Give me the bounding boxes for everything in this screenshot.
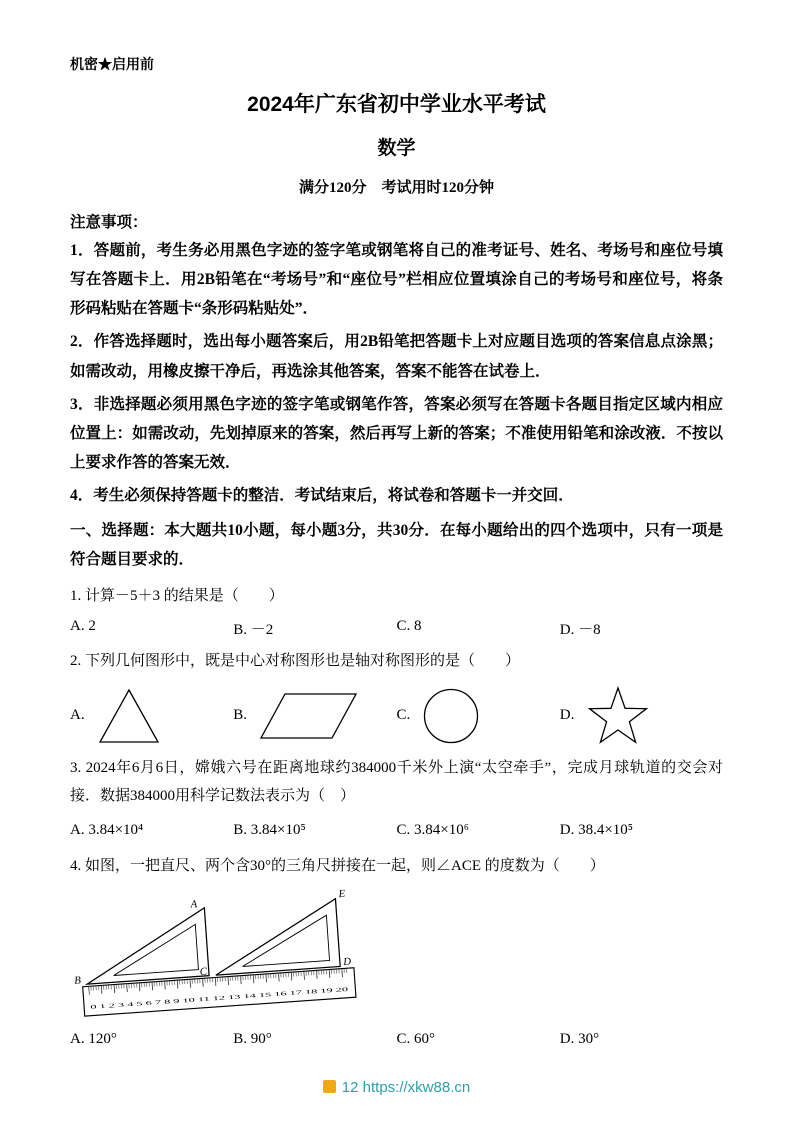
triangle-figure (97, 687, 161, 745)
subject-title: 数学 (377, 138, 416, 159)
exam-title: 2024年广东省初中学业水平考试 (247, 93, 546, 116)
point-label-A: A (190, 898, 198, 911)
option-a: A. 120° (70, 1031, 117, 1048)
page-footer (0, 1079, 793, 1096)
question-3-options (70, 822, 723, 839)
option-a-label: A. (70, 707, 85, 724)
notice-item-2: 2．作答选择题时，选出每小题答案后，用2B铅笔把答题卡上对应题目选项的答案信息点涂黑；如需改动，用橡皮擦干净后，再选涂其他答案，答案不能答在试卷上． (70, 333, 723, 380)
option-b-label: B. (233, 707, 248, 724)
option-b: B. －2 (233, 622, 274, 639)
point-label-C: C (199, 965, 208, 979)
question-4-text: 4. 如图，一把直尺、两个含30°的三角尺拼接在一起，则∠ACE 的度数为（ ） (70, 858, 605, 875)
option-b: B. 90° (233, 1031, 272, 1048)
option-d-label: D. (559, 707, 575, 724)
notice-item-4: 4．考生必须保持答题卡的整洁．考试结束后，将试卷和答题卡一并交回． (70, 487, 574, 504)
question-2-text: 2. 下列几何图形中，既是中心对称图形也是轴对称图形的是（ ） (70, 653, 521, 670)
point-label-E: E (338, 887, 346, 901)
footer-logo-icon (323, 1080, 336, 1093)
question-1-options (70, 618, 723, 639)
option-d: D. 30° (559, 1031, 600, 1048)
question-1-text: 1. 计算－5＋3 的结果是（ ） (70, 588, 284, 605)
option-a: A. 3.84×10⁴ (70, 822, 144, 839)
notices-heading: 注意事项： (70, 214, 148, 231)
score-line: 满分120分 考试用时120分钟 (298, 180, 494, 196)
option-c: C. 8 (396, 618, 422, 635)
question-4-figure (68, 883, 376, 1027)
section-heading: 一、选择题：本大题共10小题，每小题3分，共30分．在每小题给出的四个选项中，只有一项是符合题目要求的． (70, 522, 723, 569)
star-figure (586, 686, 650, 746)
question-4-options (70, 1031, 723, 1048)
circle-figure (422, 687, 480, 745)
parallelogram-figure (259, 690, 359, 742)
option-a: A. 2 (70, 618, 96, 635)
option-b: B. 3.84×10⁵ (233, 822, 306, 839)
confidential-label: 机密★启用前 (70, 58, 154, 73)
option-c: C. 3.84×10⁶ (396, 822, 469, 839)
option-d: D. －8 (559, 622, 601, 639)
option-c (397, 687, 560, 745)
point-label-B: B (73, 974, 82, 988)
notice-item-3: 3．非选择题必须用黑色字迹的签字笔或钢笔作答，答案必须写在答题卡各题目指定区域内相应位置上：如需改动，先划掉原来的答案，然后再写上新的答案；不准使用铅笔和涂改液．不按以上要求作答的答案无效． (70, 395, 723, 471)
option-c: C. 60° (396, 1031, 436, 1048)
footer-link[interactable]: 12 https://xkw88.cn (341, 1079, 471, 1096)
ruler-triangles-figure (68, 884, 366, 1022)
notice-item-1: 1．答题前，考生务必用黑色字迹的签字笔或钢笔将自己的准考证号、姓名、考场号和座位号填写在答题卡上．用2B铅笔在“考场号”和“座位号”栏相应位置填涂自己的考场号和座位号，将条形码粘贴在答题卡“条形码粘贴处”． (70, 242, 723, 318)
option-d (560, 686, 723, 746)
question-2-options (70, 686, 723, 746)
point-label-D: D (342, 955, 352, 969)
question-3-text: 3. 2024年6月6日，嫦娥六号在距离地球约384000千米外上演“太空牵手”，完成月球轨道的交会对接．数据384000用科学记数法表示为（ ） (70, 759, 723, 804)
option-b (233, 690, 396, 742)
option-a (70, 687, 233, 745)
option-d: D. 38.4×10⁵ (559, 822, 634, 839)
option-c-label: C. (396, 707, 411, 724)
ruler-numbers: 0 1 2 3 4 5 6 7 8 9 10 11 12 13 14 15 16 17 18 19 20 (90, 996, 209, 1012)
